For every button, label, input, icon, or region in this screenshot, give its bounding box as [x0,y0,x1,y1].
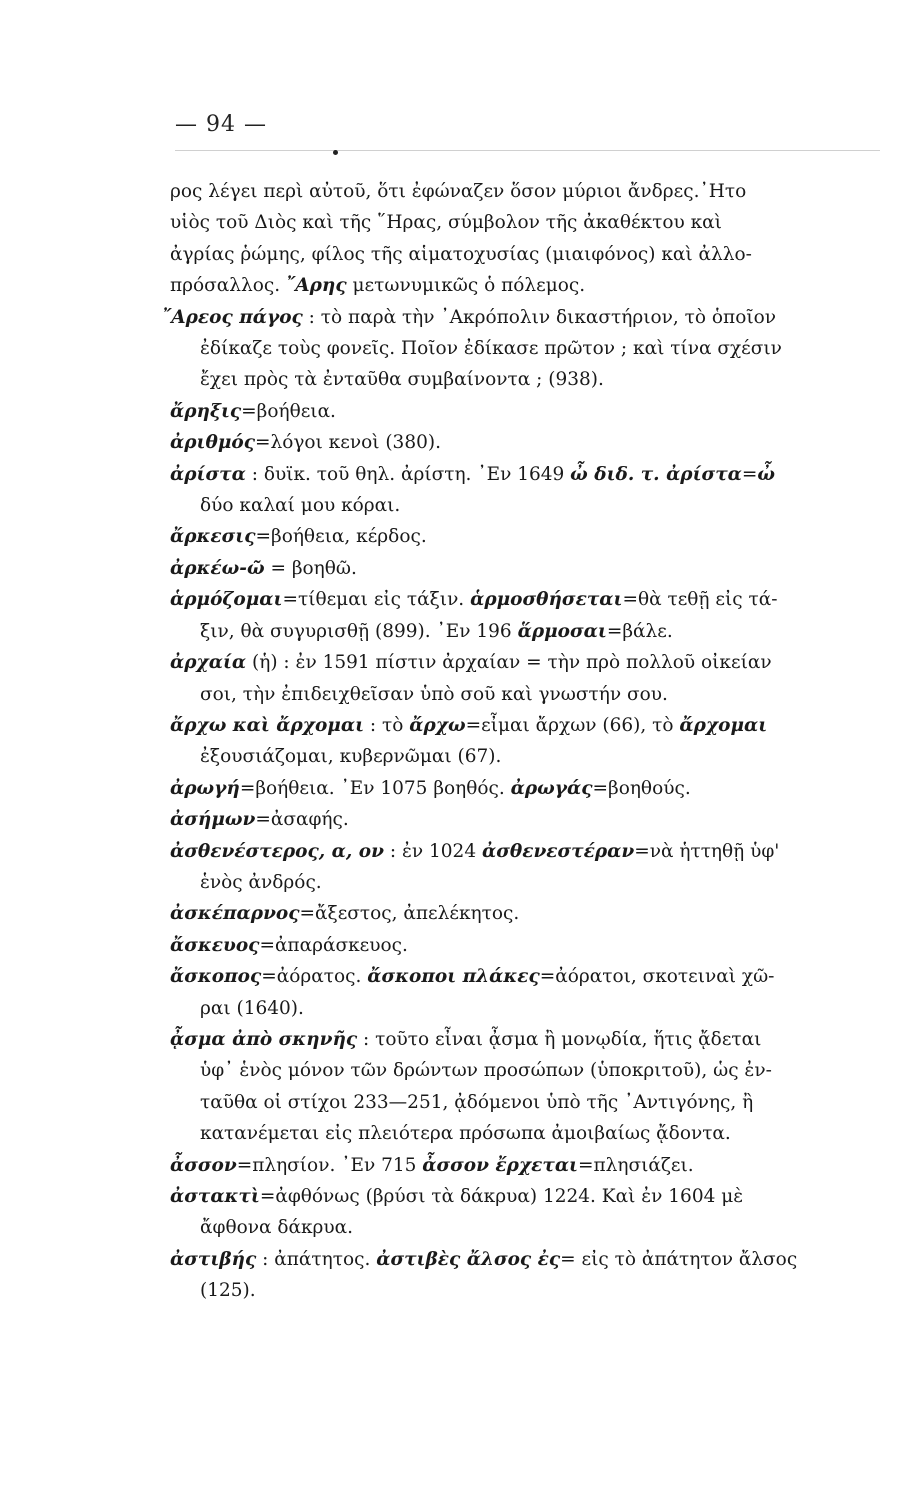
text-line: ἔχει πρὸς τὰ ἐνταῦθα συμβαίνοντα ; (938). [200,369,604,391]
glossary-text [162,176,882,1307]
headword: ἄρχω καὶ ἄρχομαι [170,714,365,736]
headword: ἀσήμων [170,809,256,831]
entry-line: ἀρχαία (ἡ) : ἐν 1591 πίστιν ἀρχαίαν = τὴν πρὸ πολλοῦ οἰκείαν [170,652,772,674]
text-line: ἐδίκαζε τοὺς φονεῖς. Ποῖον ἐδίκασε πρῶτον ; καὶ τίνα σχέσιν [200,338,782,360]
headword: ἄσκοποι πλάκες [367,966,540,988]
entry-line: ἀσήμων=ἀσαφής. [170,809,349,831]
headword: ῎Αρεος πάγος [162,306,303,328]
text-line: ἑνὸς ἀνδρός. [200,871,322,893]
entry-line: ἄσκευος=ἀπαράσκευος. [170,934,408,956]
text-line: ταῦθα οἱ στίχοι 233—251, ᾀδόμενοι ὑπὸ τῆς ᾿Αντιγόνης, ἢ [200,1091,754,1113]
entry-line: ἀστακτὶ=ἀφθόνως (βρύσι τὰ δάκρυα) 1224. Καὶ ἐν 1604 μὲ [170,1186,744,1207]
entry-line: ἀσθενέστερος, α, ον : ἐν 1024 ἀσθενεστέραν=νὰ ἡττηθῇ ὑφ' [170,840,780,862]
headword: ἄρκεσις [170,526,256,548]
headword: ἄρχομαι [679,714,768,736]
ink-dot [333,150,338,155]
text-line: ἄφθονα δάκρυα. [200,1217,354,1239]
headword: ἀσθενέστερος, α, ον [170,840,384,862]
headword: ἁρμοσθήσεται [470,589,623,611]
headword: ὦ [757,463,776,485]
text-line: ρος λέγει περὶ αὐτοῦ, ὅτι ἐφώναζεν ὅσον μύριοι ἄνδρες.᾿Ητο [170,181,747,202]
headword: ἆσσον [170,1154,237,1176]
text-line: ἐξουσιάζομαι, κυβερνῶμαι (67). [200,746,502,768]
headword: ᾆσμα ἀπὸ σκηνῆς [170,1028,358,1050]
header-rule [175,150,880,151]
entry-line: ἆσσον=πλησίον. ᾿Εν 715 ἆσσον ἔρχεται=πλησιάζει. [170,1154,694,1176]
entry-line: ῎Αρεος πάγος : τὸ παρὰ τὴν ᾿Ακρόπολιν δικαστήριον, τὸ ὁποῖον [162,306,776,328]
headword: ἁρμόζομαι [170,589,283,611]
page-number: — 94 — [175,112,267,137]
entry-line: ἀρωγή=βοήθεια. ᾿Εν 1075 βοηθός. ἀρωγάς=βοηθούς. [170,777,691,799]
entry-line: ἀσκέπαρνος=ἄξεστος, ἀπελέκητος. [170,903,520,925]
entry-line: ἀριθμός=λόγοι κενοὶ (380). [170,432,441,454]
text-line: κατανέμεται εἰς πλειότερα πρόσωπα ἀμοιβαίως ᾄδοντα. [200,1123,731,1145]
headword: ἀρχαία [170,652,247,674]
text-line: ὑφ᾿ ἑνὸς μόνον τῶν δρώντων προσώπων (ὑποκριτοῦ), ὡς ἐν- [200,1060,772,1082]
headword: ἀρίστα [170,463,246,485]
text-line: δύο καλαί μου κόραι. [200,495,401,517]
headword: ἄρχω [409,714,466,736]
headword: ἅρμοσαι [517,620,607,642]
headword: ἀσκέπαρνος [170,903,300,925]
entry-line: ἄρχω καὶ ἄρχομαι : τὸ ἄρχω=εἶμαι ἄρχων (66), τὸ ἄρχομαι [170,714,768,736]
headword: ἀρωγάς [510,777,593,799]
headword: ἄρηξις [170,400,242,422]
entry-line: ἀρίστα : δυϊκ. τοῦ θηλ. ἀρίστη. ᾿Εν 1649 ὦ διδ. τ. ἀρίστα=ὦ [170,463,776,485]
text-line: υἱὸς τοῦ Διὸς καὶ τῆς ῞Ηρας, σύμβολον τῆς ἀκαθέκτου καὶ [170,212,722,234]
entry-line: ἀστιβής : ἀπάτητος. ἀστιβὲς ἄλσος ἐς= εἰς τὸ ἀπάτητον ἄλσος [170,1248,798,1270]
headword: ἄσκευος [170,934,260,956]
headword: ἄσκοπος [170,966,262,988]
headword: ἆσσον ἔρχεται [422,1154,579,1176]
headword: ἀστιβής [170,1248,257,1270]
entry-line: ἄρκεσις=βοήθεια, κέρδος. [170,526,427,548]
headword: ἀριθμός [170,432,255,454]
text-line: σοι, τὴν ἐπιδειχθεῖσαν ὑπὸ σοῦ καὶ γνωστήν σου. [200,683,668,705]
entry-line: ἄσκοπος=ἀόρατος. ἄσκοποι πλάκες=ἀόρατοι, σκοτειναὶ χῶ- [170,966,775,988]
headword: ὦ διδ. τ. ἀρίστα [570,463,742,485]
text-line: (125). [200,1280,256,1302]
headword: ἀρκέω-ῶ [170,557,265,579]
text-line: πρόσαλλος. ῎Αρης μετωνυμικῶς ὁ πόλεμος. [170,275,586,297]
headword: ἀστακτὶ [170,1186,260,1207]
entry-line: ᾆσμα ἀπὸ σκηνῆς : τοῦτο εἶναι ᾆσμα ἢ μονῳδία, ἥτις ᾄδεται [170,1028,762,1050]
text-line: ξιν, θὰ συγυρισθῇ (899). ᾿Εν 196 ἅρμοσαι=βάλε. [200,620,673,642]
entry-line: ἄρηξις=βοήθεια. [170,400,336,422]
headword: ἀσθενεστέραν [481,840,635,862]
headword: ἀστιβὲς ἄλσος ἐς [376,1248,561,1270]
text-line: ἀγρίας ῥώμης, φίλος τῆς αἱματοχυσίας (μιαιφόνος) καὶ ἀλλο- [170,243,752,265]
headword: ῎Αρης [286,275,347,297]
entry-line: ἁρμόζομαι=τίθεμαι εἰς τάξιν. ἁρμοσθήσεται=θὰ τεθῇ εἰς τά- [170,589,778,611]
entry-line: ἀρκέω-ῶ = βοηθῶ. [170,557,357,579]
text-line: ραι (1640). [200,997,304,1019]
headword: ἀρωγή [170,777,240,799]
